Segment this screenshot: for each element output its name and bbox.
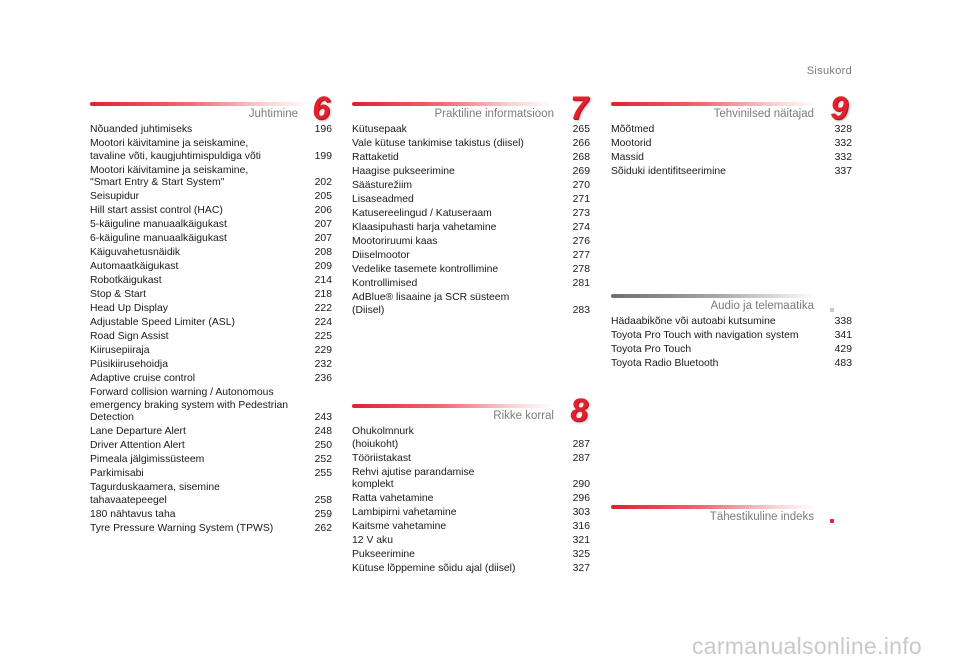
section-number: 7 <box>570 90 588 126</box>
toc-entry[interactable] <box>352 124 590 137</box>
entry-page-number: 248 <box>314 426 332 437</box>
entry-label: Tagurduskaamera, sisemine tahavaatepeegel <box>90 482 220 506</box>
toc-entry[interactable] <box>611 344 852 357</box>
toc-entry[interactable] <box>90 165 332 190</box>
entry-page-number: 290 <box>572 479 590 490</box>
entry-page-number: 325 <box>572 549 590 560</box>
entry-page-number: 341 <box>834 330 852 341</box>
entry-label: Tööriistakast <box>352 452 411 464</box>
toc-entry[interactable] <box>352 535 590 548</box>
entry-label: Klaasipuhasti harja vahetamine <box>352 222 497 233</box>
entry-page-number: 278 <box>572 264 590 275</box>
toc-entry[interactable] <box>352 453 590 466</box>
toc-entry[interactable] <box>90 275 332 288</box>
entry-label: Mootoriruumi kaas <box>352 236 438 247</box>
toc-entry[interactable] <box>352 138 590 151</box>
section-title: Tähestikuline indeks <box>709 511 814 523</box>
entry-page-number: 252 <box>314 454 332 465</box>
entry-page-number: 196 <box>314 124 332 135</box>
entry-label: 6-käiguline manuaalkäigukast <box>90 233 227 244</box>
section-number: 6 <box>312 90 330 126</box>
entry-list <box>611 124 852 179</box>
section-audio <box>611 288 852 372</box>
toc-entry[interactable] <box>352 166 590 179</box>
entry-label: Haagise pukseerimine <box>352 166 455 177</box>
toc-entry[interactable] <box>90 373 332 386</box>
entry-page-number: 277 <box>572 250 590 261</box>
section-header <box>90 90 332 126</box>
toc-entry[interactable] <box>90 317 332 330</box>
toc-entry[interactable] <box>352 152 590 165</box>
entry-label: Ratta vahetamine <box>352 493 434 504</box>
entry-page-number: 255 <box>314 468 332 479</box>
entry-page-number: 218 <box>314 289 332 300</box>
toc-entry[interactable] <box>90 138 332 163</box>
toc-entry[interactable] <box>90 289 332 302</box>
entry-label: Kaitsme vahetamine <box>352 521 447 532</box>
entry-page-number: 259 <box>314 508 332 520</box>
section-title: Audio ja telemaatika <box>710 300 814 312</box>
toc-entry[interactable] <box>611 166 852 179</box>
entry-page-number: 224 <box>314 317 332 328</box>
entry-label: Seisupidur <box>90 191 140 202</box>
toc-entry[interactable] <box>90 303 332 316</box>
entry-page-number: 303 <box>572 507 590 518</box>
entry-page-number: 332 <box>834 152 852 163</box>
entry-page-number: 199 <box>314 150 332 162</box>
entry-label: Automaatkäigukast <box>90 261 179 272</box>
entry-page-number: 250 <box>314 440 332 451</box>
toc-entry[interactable] <box>352 493 590 506</box>
entry-label: Kiirusepiiraja <box>90 345 150 356</box>
entry-label: Tyre Pressure Warning System (TPWS) <box>90 522 274 534</box>
toc-entry[interactable] <box>352 521 590 534</box>
entry-label: Forward collision warning / Autonomous emergency braking system with Pedestrian Detection <box>90 387 289 423</box>
entry-label: Mõõtmed <box>611 124 655 135</box>
page-label: Sisukord <box>806 65 852 77</box>
entry-label: Mootorid <box>611 138 652 149</box>
entry-page-number: 236 <box>314 373 332 384</box>
toc-entry[interactable] <box>352 549 590 562</box>
toc-entry[interactable] <box>90 482 332 507</box>
entry-label: Hill start assist control (HAC) <box>90 205 223 216</box>
section-bar <box>90 102 310 106</box>
entry-page-number: 273 <box>572 208 590 219</box>
toc-entry[interactable] <box>90 219 332 232</box>
entry-list <box>611 316 852 371</box>
section-title: Juhtimine <box>248 108 298 120</box>
entry-label: 5-käiguline manuaalkäigukast <box>90 219 227 230</box>
toc-entry[interactable] <box>352 208 590 221</box>
toc-entry[interactable] <box>352 250 590 263</box>
toc-entry[interactable] <box>90 233 332 246</box>
entry-label: Mootori käivitamine ja seiskamine, "Smart Entry & Start System" <box>90 164 249 188</box>
section-title: Tehvinilsed näitajad <box>713 108 814 120</box>
entry-page-number: 208 <box>314 247 332 258</box>
toc-entry[interactable] <box>611 152 852 165</box>
entry-label: Käiguvahetusnäidik <box>90 247 181 258</box>
entry-label: Adaptive cruise control <box>90 373 196 384</box>
entry-label: Püsikiirusehoidja <box>90 359 168 370</box>
entry-page-number: 269 <box>572 166 590 177</box>
entry-label: Mootori käivitamine ja seiskamine, tavaline võti, kaugjuhtimispuldiga võti <box>90 138 261 162</box>
section-bar <box>352 102 552 106</box>
entry-page-number: 214 <box>314 275 332 286</box>
toc-entry[interactable] <box>90 509 332 522</box>
entry-label: Sõiduki identifitseerimine <box>611 166 726 177</box>
entry-page-number: 316 <box>572 521 590 532</box>
section-header <box>352 90 590 126</box>
section-bar <box>611 102 816 106</box>
toc-entry[interactable] <box>352 278 590 291</box>
toc-entry[interactable] <box>90 331 332 344</box>
toc-entry[interactable] <box>90 191 332 204</box>
entry-page-number: 206 <box>314 205 332 216</box>
toc-entry[interactable] <box>90 454 332 467</box>
entry-page-number: 429 <box>834 344 852 355</box>
entry-page-number: 232 <box>314 359 332 370</box>
entry-page-number: 332 <box>834 138 852 149</box>
entry-page-number: 266 <box>572 138 590 149</box>
toc-entry[interactable] <box>90 261 332 274</box>
section-header <box>611 90 852 126</box>
section-technical <box>611 90 852 180</box>
entry-page-number: 328 <box>834 124 852 135</box>
toc-entry[interactable] <box>352 194 590 207</box>
entry-label: Rattaketid <box>352 152 399 163</box>
toc-entry[interactable] <box>352 222 590 235</box>
entry-list <box>352 426 590 576</box>
section-title: Rikke korral <box>493 410 554 422</box>
entry-page-number: 202 <box>314 177 332 188</box>
entry-page-number: 338 <box>834 316 852 327</box>
section-bar <box>611 505 816 509</box>
entry-page-number: 283 <box>572 304 590 316</box>
toc-entry[interactable] <box>352 292 590 317</box>
entry-page-number: 205 <box>314 191 332 202</box>
entry-page-number: 207 <box>314 219 332 230</box>
entry-page-number: 327 <box>572 563 590 574</box>
toc-entry[interactable] <box>611 316 852 329</box>
toc-entry[interactable] <box>90 205 332 218</box>
entry-label: Rehvi ajutise parandamise komplekt <box>352 466 475 490</box>
section-number: 8 <box>570 392 588 428</box>
section-header <box>611 288 852 316</box>
toc-entry[interactable] <box>352 507 590 520</box>
toc-entry[interactable] <box>352 467 590 492</box>
toc-entry[interactable] <box>90 247 332 260</box>
entry-page-number: 483 <box>834 358 852 369</box>
toc-entry[interactable] <box>90 345 332 358</box>
toc-entry[interactable] <box>352 426 590 451</box>
section-index <box>611 499 852 527</box>
entry-page-number: 296 <box>572 493 590 504</box>
entry-page-number: 265 <box>572 124 590 135</box>
entry-label: Head Up Display <box>90 303 168 314</box>
toc-entry[interactable] <box>611 330 852 343</box>
entry-label: Robotkäigukast <box>90 275 162 286</box>
entry-label: Diiselmootor <box>352 250 410 261</box>
entry-list <box>90 124 332 535</box>
entry-label: Säästurežiim <box>352 180 413 191</box>
entry-page-number: 321 <box>572 535 590 546</box>
entry-label: Ohukolmnurk (hoiukoht) <box>352 426 414 450</box>
entry-label: Vale kütuse tankimise takistus (diisel) <box>352 138 524 149</box>
entry-label: Adjustable Speed Limiter (ASL) <box>90 317 235 328</box>
entry-label: Stop & Start <box>90 289 147 300</box>
section-marker <box>830 308 834 312</box>
entry-label: Kütusepaak <box>352 124 407 135</box>
entry-page-number: 222 <box>314 303 332 314</box>
section-breakdown <box>352 392 590 577</box>
entry-label: Kütuse lõppemine sõidu ajal (diisel) <box>352 563 516 574</box>
entry-page-number: 207 <box>314 233 332 244</box>
entry-page-number: 262 <box>314 522 332 534</box>
toc-entry[interactable] <box>90 359 332 372</box>
entry-label: Nõuanded juhtimiseks <box>90 124 193 135</box>
section-number: 9 <box>830 90 848 126</box>
entry-label: AdBlue® lisaaine ja SCR süsteem (Diisel) <box>352 292 510 316</box>
entry-label: Driver Attention Alert <box>90 440 185 451</box>
entry-page-number: 281 <box>572 278 590 289</box>
toc-entry[interactable] <box>90 387 332 425</box>
entry-label: Toyota Pro Touch with navigation system <box>611 330 799 341</box>
entry-label: Lisaseadmed <box>352 194 414 205</box>
entry-page-number: 243 <box>314 412 332 423</box>
entry-label: Massid <box>611 152 644 163</box>
toc-entry[interactable] <box>90 124 332 137</box>
section-bar <box>352 404 552 408</box>
section-header <box>352 392 590 428</box>
entry-label: Hädaabikõne või autoabi kutsumine <box>611 316 776 327</box>
toc-entry[interactable] <box>611 138 852 151</box>
toc-entry[interactable] <box>90 440 332 453</box>
entry-page-number: 271 <box>572 194 590 205</box>
entry-label: 180 nähtavus taha <box>90 508 176 520</box>
section-driving <box>90 90 332 537</box>
section-header <box>611 499 852 527</box>
entry-list <box>352 124 590 317</box>
entry-label: Katusereelingud / Katuseraam <box>352 208 492 219</box>
entry-page-number: 258 <box>314 494 332 506</box>
entry-page-number: 225 <box>314 331 332 342</box>
section-practical <box>352 90 590 319</box>
entry-label: Lambipirni vahetamine <box>352 507 457 518</box>
entry-page-number: 287 <box>572 438 590 450</box>
entry-label: Parkimisabi <box>90 468 144 479</box>
toc-entry[interactable] <box>90 523 332 536</box>
toc-entry[interactable] <box>352 236 590 249</box>
entry-label: Lane Departure Alert <box>90 426 186 437</box>
entry-page-number: 337 <box>834 166 852 177</box>
toc-entry[interactable] <box>90 468 332 481</box>
entry-label: Road Sign Assist <box>90 331 169 342</box>
entry-label: 12 V aku <box>352 535 394 546</box>
toc-entry[interactable] <box>352 180 590 193</box>
section-marker <box>830 519 834 523</box>
section-bar <box>611 294 816 298</box>
entry-label: Toyota Radio Bluetooth <box>611 358 719 369</box>
toc-entry[interactable] <box>90 426 332 439</box>
entry-page-number: 274 <box>572 222 590 233</box>
entry-label: Toyota Pro Touch <box>611 344 692 355</box>
entry-page-number: 276 <box>572 236 590 247</box>
toc-entry[interactable] <box>352 264 590 277</box>
entry-label: Vedelike tasemete kontrollimine <box>352 264 499 275</box>
toc-entry[interactable] <box>611 358 852 371</box>
entry-page-number: 209 <box>314 261 332 272</box>
entry-page-number: 229 <box>314 345 332 356</box>
entry-label: Pukseerimine <box>352 549 415 560</box>
toc-entry[interactable] <box>352 563 590 576</box>
entry-label: Pimeala jälgimissüsteem <box>90 454 205 465</box>
entry-label: Kontrollimised <box>352 278 418 289</box>
entry-page-number: 287 <box>572 452 590 464</box>
entry-page-number: 270 <box>572 180 590 191</box>
section-title: Praktiline informatsioon <box>434 108 554 120</box>
toc-entry[interactable] <box>611 124 852 137</box>
entry-page-number: 268 <box>572 152 590 163</box>
watermark: carmanualsonline.info <box>691 633 922 659</box>
